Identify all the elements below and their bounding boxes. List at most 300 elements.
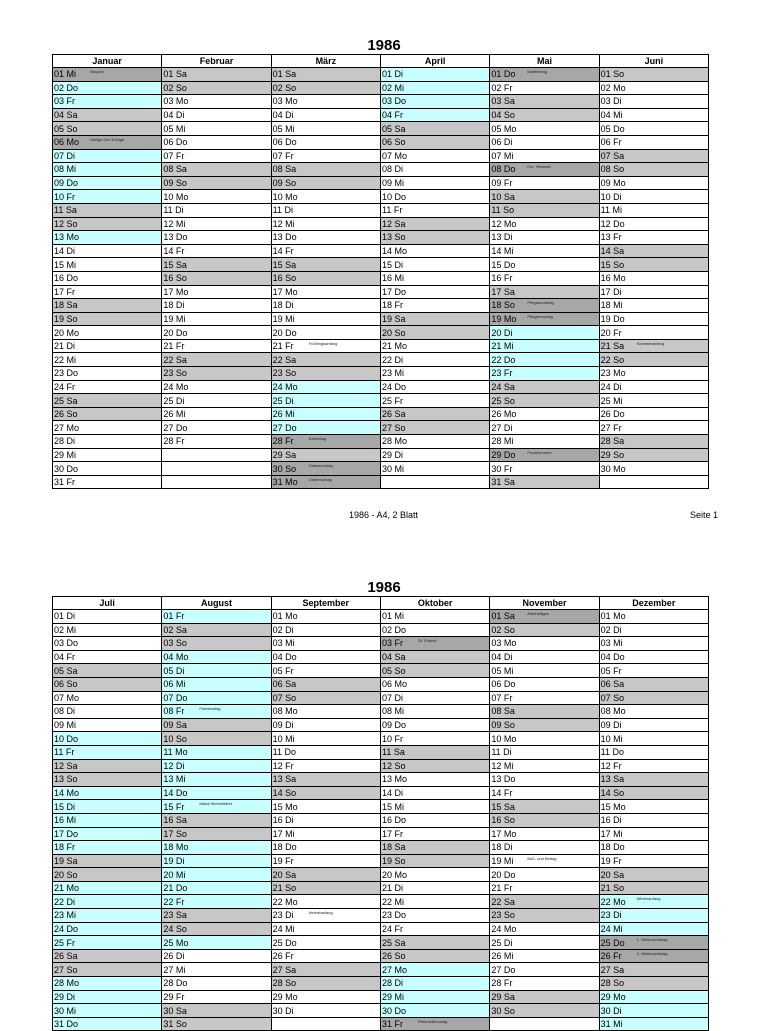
day-label: 06 Mi [163,679,186,690]
day-cell [599,462,708,476]
day-cell [162,623,271,637]
day-cell [271,435,380,449]
holiday-note: Allerheiligen [527,611,550,616]
day-cell [271,664,380,678]
day-label: 04 Di [272,110,294,121]
day-row [53,176,709,190]
day-cell [380,623,489,637]
day-label: 27 Sa [272,964,297,975]
day-cell [271,637,380,651]
day-row [53,95,709,109]
day-label: 31 Mo [272,477,298,488]
day-label: 16 Do [54,273,79,284]
day-label: 03 Mo [163,96,189,107]
day-label: 10 Mo [163,191,189,202]
day-cell [53,990,162,1004]
day-label: 30 Mo [600,463,626,474]
day-row [53,637,709,651]
day-cell [380,895,489,909]
day-label: 02 So [491,624,515,635]
day-cell [271,271,380,285]
day-cell [53,68,162,82]
day-cell [380,786,489,800]
day-label: 24 Do [54,923,79,934]
day-label: 28 Fr [272,436,294,447]
day-label: 09 Do [381,720,407,731]
day-label: 12 Fr [600,760,622,771]
day-label: 10 Fr [54,191,76,202]
day-cell [490,705,599,719]
day-cell [490,122,599,136]
day-label: 03 Mo [491,638,517,649]
day-row [53,1004,709,1018]
day-label: 23 Sa [163,910,187,921]
day-cell [271,977,380,991]
holiday-note: Pfingstsonntag [527,300,554,306]
day-row [53,122,709,136]
day-label: 22 Sa [163,354,187,365]
day-label: 07 Di [54,150,76,161]
day-cell [271,407,380,421]
day-label: 11 Di [272,205,293,216]
day-label: 28 Mi [491,436,514,447]
day-cell [271,231,380,245]
day-cell [53,895,162,909]
day-cell [490,149,599,163]
holiday-note: Maifeiertag [527,69,548,74]
day-cell [380,326,489,340]
day-cell [490,977,599,991]
day-cell [162,922,271,936]
day-label: 13 Sa [272,774,297,785]
day-cell [380,732,489,746]
day-label: 10 Fr [381,733,403,744]
page1-footer-page: Seite 1 [690,510,719,520]
day-cell [380,936,489,950]
day-label: 07 Mi [491,150,514,161]
day-label: 05 Mi [491,665,514,676]
day-cell [53,435,162,449]
day-label: 28 Fr [491,978,513,989]
page1-footer-center: 1986 - A4, 2 Blatt [349,510,419,520]
day-label: 17 Mo [491,828,517,839]
day-cell [162,705,271,719]
day-row [53,691,709,705]
day-label: 09 So [163,178,187,189]
day-label: 26 Di [163,951,185,962]
day-label: 18 Mo [163,842,189,853]
day-label: 24 Mi [600,923,623,934]
month-header: Mai [490,55,599,68]
day-row [53,190,709,204]
day-label: 28 Mo [54,978,80,989]
day-cell [599,353,708,367]
day-label: 20 Di [491,327,513,338]
day-label: 29 Mi [381,991,404,1002]
day-label: 12 So [54,218,78,229]
day-label: 22 Mo [600,896,626,907]
day-cell [271,691,380,705]
empty-cell [599,475,708,489]
day-cell [380,244,489,258]
day-label: 18 Do [600,842,625,853]
day-cell [599,108,708,122]
day-cell [380,949,489,963]
day-row [53,448,709,462]
day-label: 01 Di [54,611,76,622]
day-cell [53,664,162,678]
day-label: 19 So [381,855,406,866]
day-label: 30 Fr [491,463,513,474]
day-cell [380,854,489,868]
day-cell [490,299,599,313]
day-cell [162,394,271,408]
day-row [53,421,709,435]
day-cell [53,827,162,841]
day-label: 17 Di [600,286,622,297]
day-label: 07 Sa [600,150,625,161]
day-cell [53,353,162,367]
day-label: 19 Sa [54,855,78,866]
day-label: 27 Sa [600,964,625,975]
day-label: 15 Sa [163,259,187,270]
day-cell [380,841,489,855]
day-cell [380,745,489,759]
day-cell [599,421,708,435]
day-label: 01 Sa [272,69,297,80]
day-label: 26 Fr [600,951,622,962]
day-row [53,312,709,326]
day-cell [380,95,489,109]
day-label: 02 Mi [381,82,404,93]
day-cell [599,677,708,691]
day-label: 11 Do [272,747,297,758]
day-cell [599,732,708,746]
day-label: 14 Fr [272,246,294,257]
day-cell [162,163,271,177]
day-cell [490,881,599,895]
day-cell [53,217,162,231]
day-label: 30 Mi [54,1005,77,1016]
empty-cell [162,448,271,462]
day-cell [271,217,380,231]
day-label: 16 Di [600,815,622,826]
day-cell [490,691,599,705]
day-label: 02 So [272,82,297,93]
day-label: 15 Mi [54,259,77,270]
day-cell [271,312,380,326]
day-cell [490,339,599,353]
day-row [53,435,709,449]
day-label: 30 Di [600,1005,622,1016]
day-label: 13 Mi [163,774,186,785]
day-label: 16 Fr [491,273,513,284]
holiday-note: Frühlingsanfang [308,340,338,346]
day-label: 30 Sa [163,1005,187,1016]
day-label: 29 Sa [272,449,297,460]
day-cell [490,353,599,367]
day-label: 08 Mi [381,706,404,717]
day-cell [380,68,489,82]
day-cell [162,380,271,394]
day-label: 21 Fr [163,341,185,352]
day-label: 18 Di [491,842,513,853]
day-label: 11 Sa [54,205,77,216]
day-label: 06 Sa [272,679,297,690]
day-label: 20 Fr [600,327,622,338]
day-label: 06 So [381,137,406,148]
day-cell [380,977,489,991]
day-cell [53,610,162,624]
day-cell [490,244,599,258]
day-label: 05 Di [163,665,185,676]
day-label: 18 Mi [600,300,623,311]
empty-cell [490,1017,599,1031]
day-cell [53,854,162,868]
day-cell [271,881,380,895]
day-label: 07 Fr [272,150,294,161]
day-label: 06 Di [491,137,513,148]
day-cell [53,813,162,827]
day-label: 21 So [600,883,625,894]
day-label: 05 So [381,665,406,676]
day-label: 15 So [600,259,625,270]
day-row [53,367,709,381]
day-cell [380,881,489,895]
day-label: 14 Mo [54,788,80,799]
empty-cell [162,462,271,476]
day-cell [53,773,162,787]
page1-calendar-table [52,54,709,489]
day-label: 02 Sa [163,624,187,635]
day-cell [380,650,489,664]
day-label: 31 Fr [381,1019,403,1030]
day-label: 22 Mo [272,896,298,907]
day-label: 08 Sa [163,164,187,175]
day-label: 30 So [491,1005,515,1016]
holiday-note: Ostersonntag [308,463,333,469]
day-label: 26 Mi [491,951,514,962]
holiday-note: Winteranfang [636,896,661,902]
day-cell [490,108,599,122]
day-cell [53,868,162,882]
day-cell [271,800,380,814]
day-label: 23 Di [600,910,622,921]
day-label: 21 Mo [381,341,407,352]
day-cell [271,190,380,204]
day-label: 24 Sa [491,381,515,392]
month-header: August [162,597,271,610]
day-label: 07 So [272,692,297,703]
day-cell [599,800,708,814]
day-cell [271,677,380,691]
day-label: 28 So [272,978,297,989]
day-cell [380,677,489,691]
day-label: 16 Sa [163,815,187,826]
day-cell [599,244,708,258]
day-cell [53,909,162,923]
day-label: 31 Do [54,1019,79,1030]
day-cell [490,407,599,421]
day-cell [490,217,599,231]
day-cell [380,258,489,272]
day-label: 05 Sa [54,665,78,676]
day-label: 17 Sa [491,286,515,297]
day-cell [380,312,489,326]
day-cell [271,421,380,435]
day-label: 28 Fr [163,436,185,447]
day-cell [53,637,162,651]
month-header: Februar [162,55,271,68]
month-header: Juni [599,55,708,68]
holiday-note: Fronleichnam [527,449,552,455]
day-cell [162,135,271,149]
day-cell [53,936,162,950]
day-label: 13 Sa [600,774,625,785]
day-label: 10 Mo [272,191,298,202]
day-label: 05 Mo [491,123,517,134]
holiday-note: Dt. Einheit [417,638,437,644]
day-label: 25 Di [491,937,513,948]
day-label: 14 Sa [600,246,625,257]
day-cell [380,271,489,285]
day-cell [599,922,708,936]
day-label: 22 Fr [163,896,185,907]
day-cell [380,664,489,678]
day-label: 09 Di [272,720,294,731]
day-cell [53,299,162,313]
day-label: 11 Di [491,747,512,758]
day-cell [380,462,489,476]
day-cell [490,963,599,977]
day-label: 08 Mo [272,706,298,717]
day-cell [53,963,162,977]
day-cell [162,299,271,313]
day-label: 26 Do [600,409,625,420]
day-label: 26 So [54,409,78,420]
day-label: 29 Di [381,449,403,460]
day-label: 27 Mo [54,422,80,433]
day-label: 02 So [163,82,187,93]
day-cell [162,203,271,217]
day-cell [271,122,380,136]
day-cell [380,190,489,204]
day-cell [490,68,599,82]
day-label: 24 Fr [381,923,403,934]
day-row [53,203,709,217]
day-label: 30 So [272,463,297,474]
day-cell [162,854,271,868]
day-row [53,800,709,814]
day-cell [380,435,489,449]
day-cell [271,990,380,1004]
day-cell [599,610,708,624]
day-cell [162,881,271,895]
day-cell [162,339,271,353]
day-cell [162,637,271,651]
day-cell [53,448,162,462]
day-label: 13 Do [272,232,297,243]
day-label: 13 Do [163,232,188,243]
day-row [53,854,709,868]
empty-cell [380,475,489,489]
day-cell [599,909,708,923]
holiday-note: Karfreitag [308,436,326,442]
day-cell [271,163,380,177]
day-cell [53,462,162,476]
day-cell [162,95,271,109]
page1-year-title: 1986 [367,37,401,54]
day-label: 15 Mo [272,801,298,812]
day-cell [490,786,599,800]
day-label: 15 Di [381,259,403,270]
day-cell [490,895,599,909]
day-label: 07 Fr [491,692,513,703]
day-cell [271,841,380,855]
day-cell [162,691,271,705]
day-label: 11 So [491,205,515,216]
day-cell [380,394,489,408]
day-label: 14 Di [381,788,403,799]
day-label: 25 Do [600,937,625,948]
day-cell [53,163,162,177]
day-label: 20 Mo [381,869,407,880]
day-label: 23 Mo [600,368,626,379]
day-label: 03 Mo [272,96,298,107]
day-label: 04 Sa [381,652,406,663]
day-label: 04 Mi [600,110,623,121]
day-cell [380,759,489,773]
day-cell [490,1004,599,1018]
day-cell [599,813,708,827]
day-label: 20 Do [491,869,516,880]
day-label: 17 Mo [163,286,189,297]
day-cell [271,339,380,353]
day-cell [162,176,271,190]
day-cell [380,339,489,353]
day-cell [53,312,162,326]
day-cell [490,949,599,963]
day-label: 23 So [272,368,297,379]
day-cell [271,936,380,950]
day-label: 24 Mo [163,381,189,392]
day-cell [271,732,380,746]
day-label: 09 Mo [600,178,626,189]
day-label: 18 Do [272,842,297,853]
day-row [53,813,709,827]
day-label: 09 So [272,178,297,189]
day-cell [599,258,708,272]
day-row [53,990,709,1004]
day-cell [490,773,599,787]
day-cell [53,339,162,353]
day-cell [599,203,708,217]
day-cell [162,650,271,664]
day-label: 19 Mi [272,313,295,324]
day-cell [599,936,708,950]
day-cell [162,244,271,258]
day-label: 18 Fr [381,300,403,311]
day-label: 10 Mi [600,733,623,744]
day-label: 22 Di [381,354,403,365]
day-row [53,936,709,950]
day-cell [380,718,489,732]
day-cell [380,108,489,122]
day-cell [162,1004,271,1018]
day-cell [271,380,380,394]
day-row [53,1017,709,1031]
day-cell [490,380,599,394]
